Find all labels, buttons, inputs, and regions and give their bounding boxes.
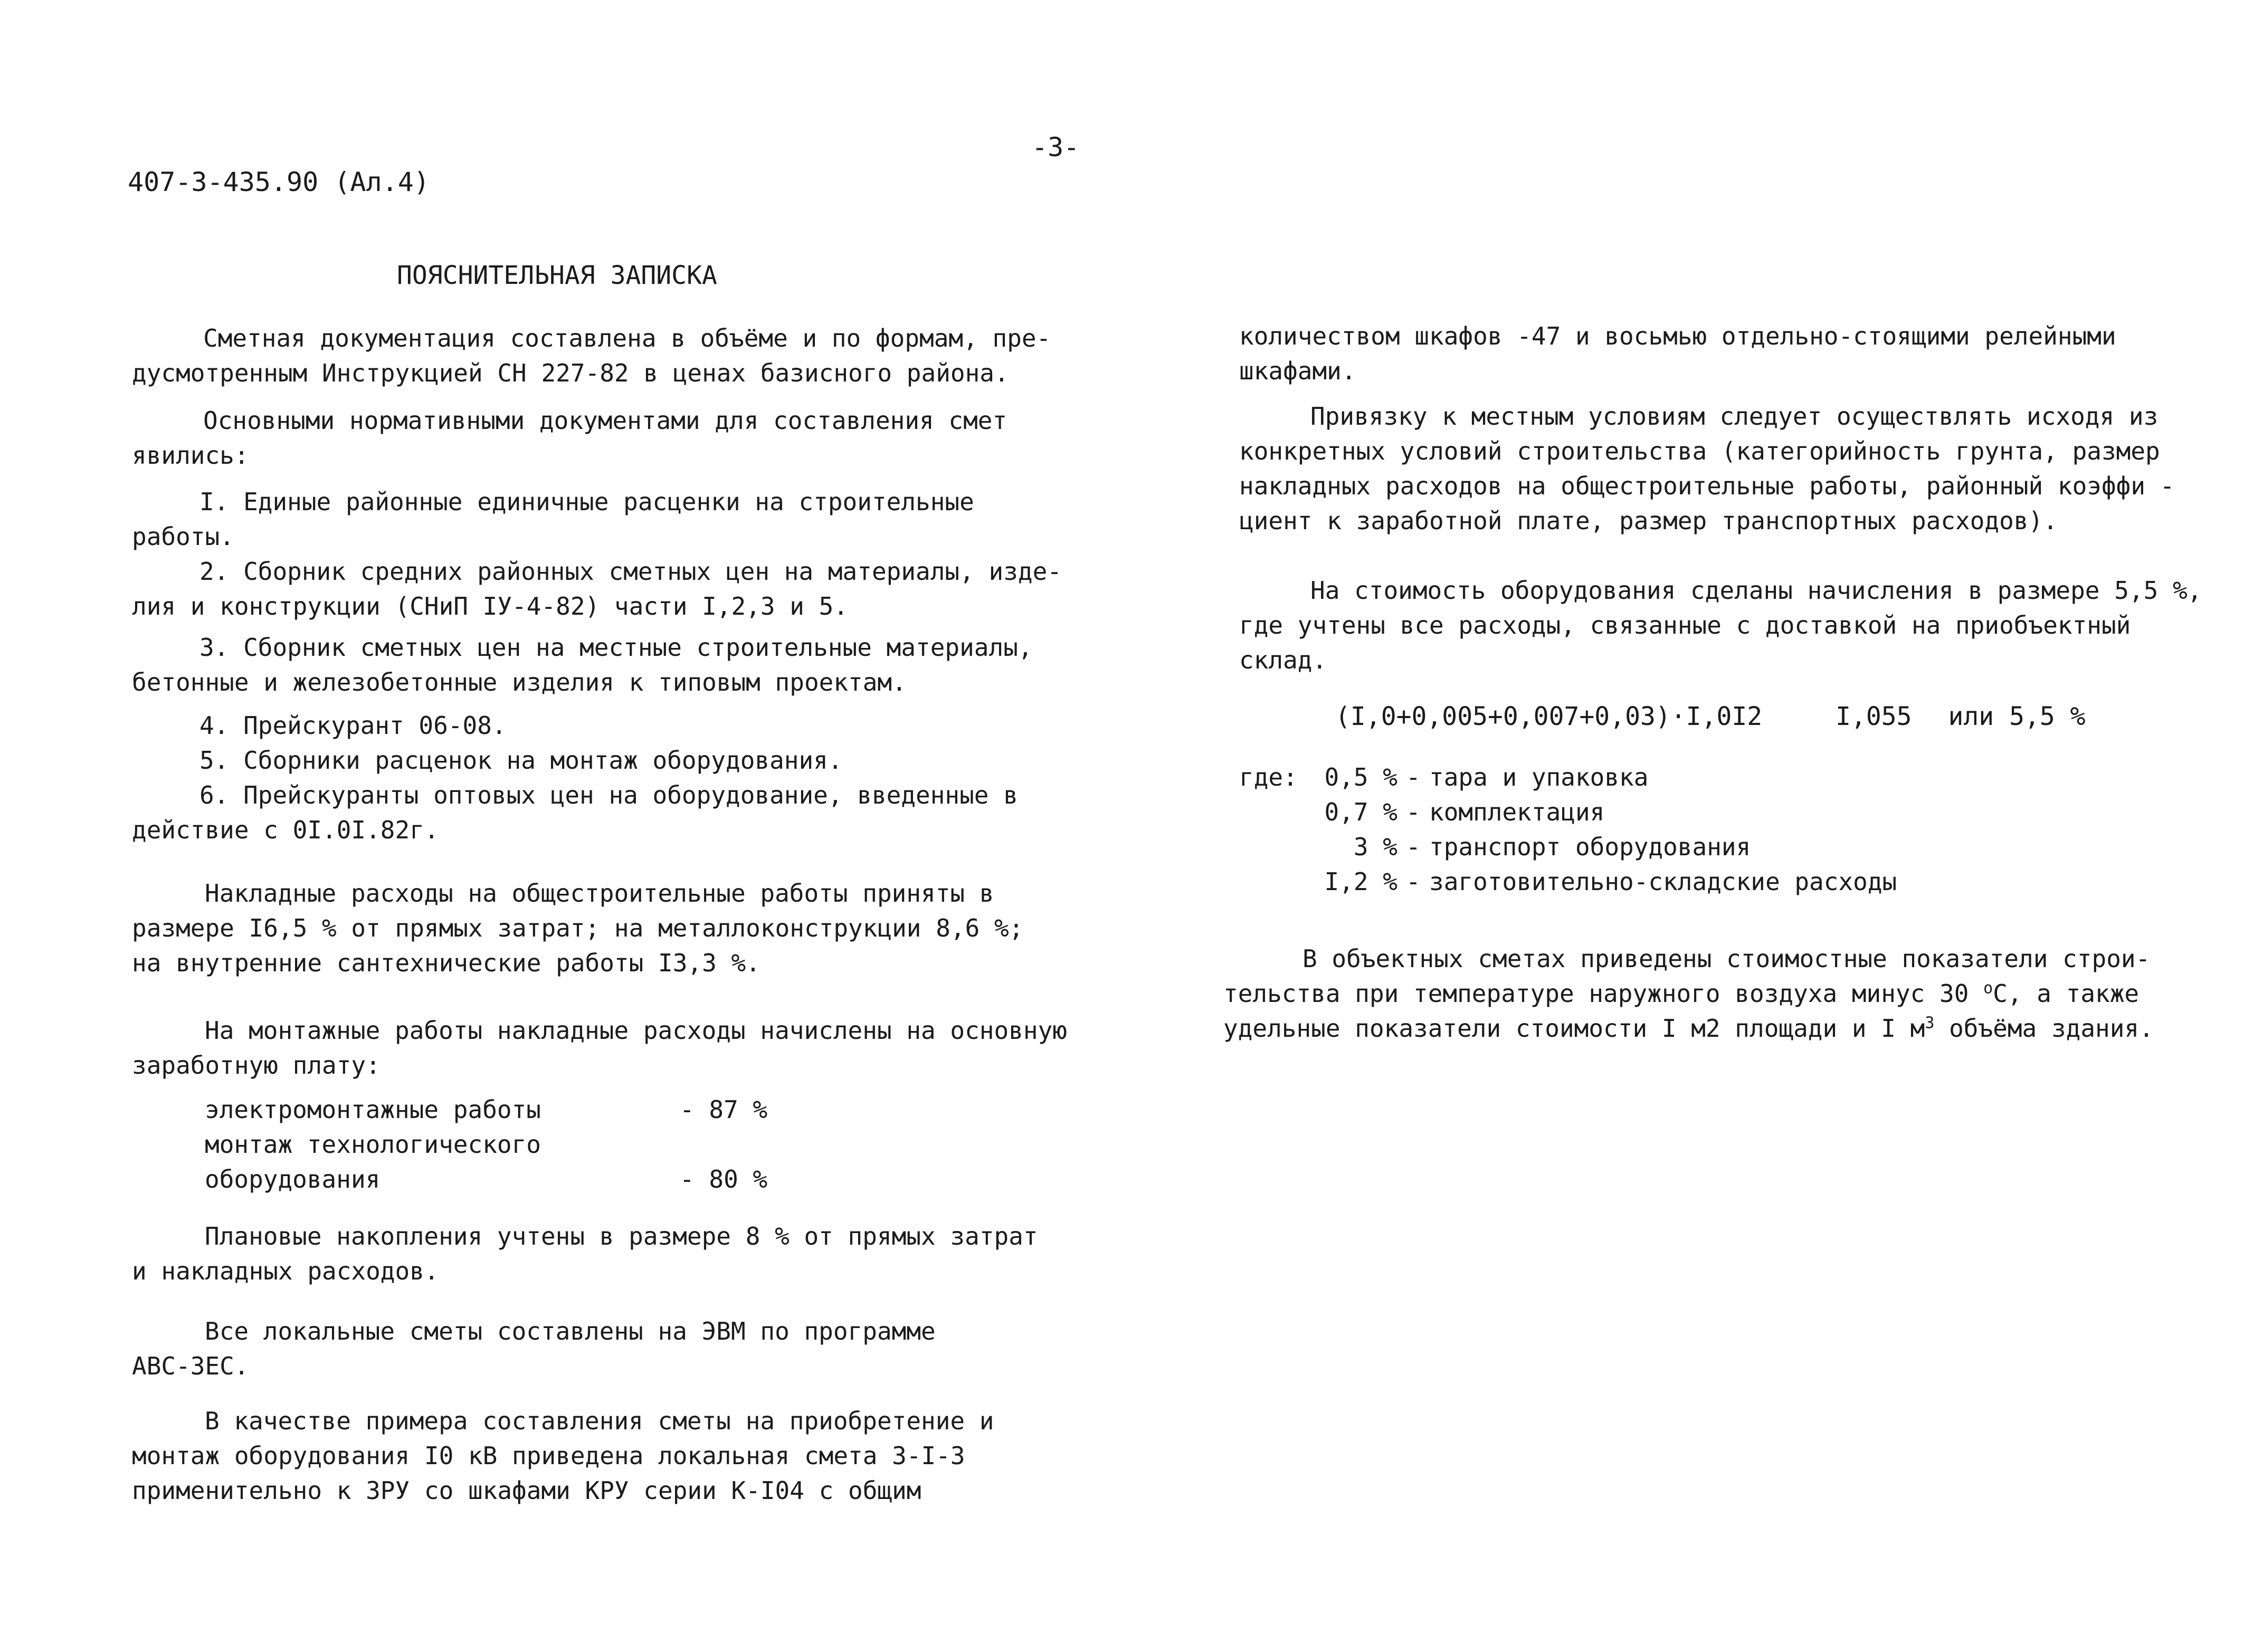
surcharge-components: [1239, 760, 1897, 899]
text-line: шкафами.: [1239, 357, 1356, 385]
text-line: где учтены все расходы, связанные с доставкой на приобъектный: [1239, 611, 2131, 639]
component-percent: I,2 %: [1324, 867, 1397, 896]
text-line: В объектных сметах приведены стоимостные показатели строи-: [1302, 944, 2151, 973]
text-line: В качестве примера составления сметы на приобретение и: [205, 1407, 994, 1435]
work-type-value: - 80 %: [680, 1165, 768, 1193]
list-item: [132, 778, 1062, 847]
work-type-value: - 87 %: [680, 1095, 768, 1124]
left-paragraph-computer: [132, 1314, 936, 1383]
work-type-label: монтаж технологического: [205, 1130, 541, 1159]
dash-separator: -: [1406, 763, 1421, 791]
degree-superscript: o: [1983, 979, 1993, 998]
document-code: 407-3-435.90 (Ал.4): [128, 167, 430, 197]
text-line: количеством шкафов -47 и восьмью отдельно-стоящими релейными: [1239, 322, 2116, 350]
text-line: действие с 0I.0I.82г.: [132, 816, 439, 844]
work-type-row: [205, 1092, 767, 1127]
text-line: и накладных расходов.: [132, 1257, 439, 1285]
text-line: [1223, 976, 2154, 1011]
component-description: комплектация: [1429, 798, 1605, 826]
text-segment: тельства при температуре наружного воздуха минус 30: [1223, 979, 1984, 1008]
text-line: Привязку к местным условиям следует осуществлять исходя из: [1310, 402, 2159, 431]
dash-separator: -: [1406, 867, 1421, 896]
right-paragraph-binding: [1239, 399, 2174, 538]
text-line: Сметная документация составлена в объёме и по формам, пре-: [203, 324, 1051, 352]
text-segment: удельные показатели стоимости I м2 площади и I м: [1223, 1014, 1925, 1043]
component-percent: 3 %: [1353, 833, 1397, 861]
page-number: -3-: [1032, 132, 1080, 163]
text-line: 3. Сборник сметных цен на местные строительные материалы,: [199, 633, 1033, 662]
text-segment: С, а также: [1993, 979, 2140, 1008]
right-paragraph-indicators: [1223, 941, 2154, 1046]
left-paragraph-example: [132, 1403, 994, 1508]
text-line: бетонные и железобетонные изделия к типовым проектам.: [132, 668, 907, 696]
component-percent: 0,7 %: [1324, 798, 1397, 826]
text-line: 6. Прейскуранты оптовых цен на оборудование, введенные в: [199, 781, 1018, 809]
text-line: монтаж оборудования I0 кВ приведена локальная смета 3-I-3: [132, 1441, 965, 1470]
text-line: Плановые накопления учтены в размере 8 % от прямых затрат: [205, 1222, 1038, 1250]
work-type-label: электромонтажные работы: [205, 1095, 541, 1124]
text-line: 2. Сборник средних районных сметных цен на материалы, изде-: [199, 557, 1062, 586]
right-paragraph-continuation: [1239, 319, 2116, 388]
component-percent: 0,5 %: [1324, 763, 1397, 791]
text-line: Накладные расходы на общестроительные работы приняты в: [205, 879, 994, 908]
text-line: работы.: [132, 522, 234, 551]
left-paragraph-1: [132, 321, 1051, 390]
list-item: [132, 743, 1062, 778]
text-line: склад.: [1239, 646, 1327, 674]
text-line: АВС-3ЕС.: [132, 1352, 249, 1380]
text-line: I. Единые районные единичные расценки на строительные: [199, 488, 974, 516]
component-description: заготовительно-складские расходы: [1429, 867, 1897, 896]
text-line: размере I6,5 % от прямых затрат; на металлоконструкции 8,6 %;: [132, 914, 1024, 942]
formula-alternative: или 5,5 %: [1948, 702, 2086, 731]
work-type-label: оборудования: [205, 1165, 381, 1193]
left-paragraph-installation: [132, 1013, 1067, 1083]
text-line: циент к заработной плате, размер транспортных расходов).: [1239, 507, 2058, 535]
component-row: [1239, 829, 1897, 864]
component-description: тара и упаковка: [1429, 763, 1649, 791]
text-line: на внутренние сантехнические работы I3,3 %.: [132, 949, 760, 977]
list-item: [132, 630, 1062, 700]
component-row: [1239, 864, 1897, 899]
right-paragraph-equipment: [1239, 573, 2202, 677]
list-item: [132, 554, 1062, 624]
component-description: транспорт оборудования: [1429, 833, 1751, 861]
document-title: ПОЯСНИТЕЛЬНАЯ ЗАПИСКА: [397, 261, 717, 290]
text-line: лия и конструкции (СНиП IУ-4-82) части I,2,3 и 5.: [132, 592, 849, 620]
left-paragraph-2: [132, 403, 1007, 473]
text-line: Все локальные сметы составлены на ЭВМ по программе: [205, 1317, 936, 1345]
sources-list: [132, 484, 1062, 847]
left-paragraph-accumulations: [132, 1219, 1038, 1288]
dash-separator: -: [1406, 833, 1421, 861]
cubic-superscript: 3: [1925, 1014, 1935, 1033]
text-line: 4. Прейскурант 06-08.: [199, 711, 507, 740]
left-paragraph-overheads: [132, 876, 1023, 980]
formula-expression: (I,0+0,005+0,007+0,03)·I,0I2: [1335, 702, 1763, 731]
text-line: явились:: [132, 441, 249, 470]
text-line: конкретных условий строительства (категорийность грунта, размер: [1239, 437, 2160, 465]
text-line: заработную плату:: [132, 1051, 381, 1080]
component-row: [1239, 760, 1897, 795]
text-segment: объёма здания.: [1934, 1014, 2154, 1043]
where-label: где:: [1239, 763, 1298, 791]
component-row: [1239, 795, 1897, 829]
work-types-list: [205, 1092, 767, 1197]
text-line: [1223, 1011, 2154, 1046]
text-line: дусмотренным Инструкцией СН 227-82 в ценах базисного района.: [132, 359, 1009, 387]
formula-result: I,055: [1836, 702, 1912, 731]
list-item: [132, 484, 1062, 554]
list-item: [132, 708, 1062, 743]
text-line: Основными нормативными документами для составления смет: [203, 406, 1007, 435]
text-line: 5. Сборники расценок на монтаж оборудования.: [199, 746, 843, 775]
work-type-row: [205, 1127, 767, 1162]
text-line: На стоимость оборудования сделаны начисления в размере 5,5 %,: [1310, 576, 2202, 605]
dash-separator: -: [1406, 798, 1421, 826]
surcharge-formula: [1335, 702, 2086, 731]
text-line: На монтажные работы накладные расходы начислены на основную: [205, 1016, 1067, 1045]
text-line: применительно к ЗРУ со шкафами КРУ серии К-I04 с общим: [132, 1476, 921, 1505]
text-line: накладных расходов на общестроительные работы, районный коэффи -: [1239, 472, 2175, 500]
work-type-row: [205, 1162, 767, 1197]
